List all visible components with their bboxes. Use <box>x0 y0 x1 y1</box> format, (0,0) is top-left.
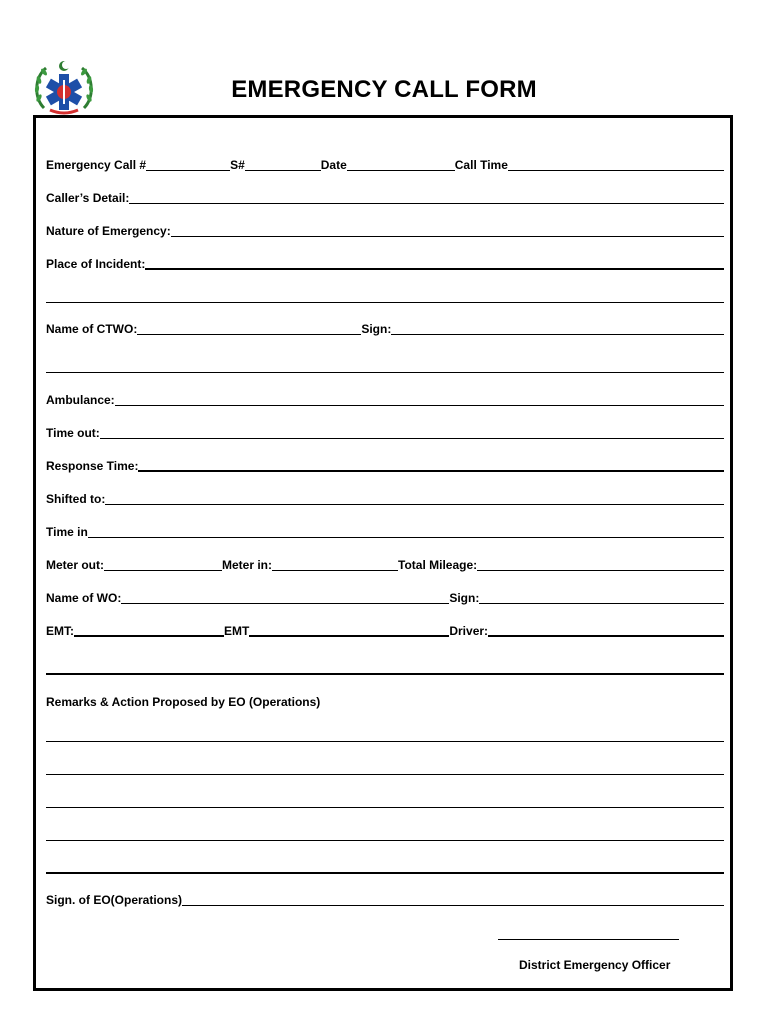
time-out-label: Time out: <box>46 426 100 440</box>
ambulance-label: Ambulance: <box>46 393 115 407</box>
emt-2-field[interactable] <box>249 634 449 637</box>
callers-detail-field[interactable] <box>129 202 724 204</box>
time-out-field[interactable] <box>100 437 724 439</box>
date-field[interactable] <box>347 169 455 171</box>
sign-eo-label: Sign. of EO(Operations) <box>46 893 183 907</box>
row-call-info <box>46 153 724 173</box>
remarks-line-4[interactable] <box>46 840 724 841</box>
meter-in-field[interactable] <box>272 569 398 571</box>
serial-label: S# <box>230 158 245 172</box>
row-wo <box>46 586 724 606</box>
row-time-in <box>46 520 724 540</box>
shifted-to-label: Shifted to: <box>46 492 106 506</box>
nature-of-emergency-label: Nature of Emergency: <box>46 224 171 238</box>
time-in-label: Time in <box>46 525 88 539</box>
nature-of-emergency-field[interactable] <box>171 235 724 237</box>
district-officer-signature-line[interactable] <box>498 939 679 940</box>
serial-field[interactable] <box>245 169 321 171</box>
time-in-field[interactable] <box>88 536 724 538</box>
row-response-time <box>46 454 724 474</box>
date-label: Date <box>320 158 347 172</box>
emt-2-label: EMT <box>224 624 250 638</box>
emt-1-label: EMT: <box>46 624 74 638</box>
ambulance-field[interactable] <box>115 404 724 406</box>
driver-field[interactable] <box>488 634 724 637</box>
callers-detail-label: Caller’s Detail: <box>46 191 130 205</box>
total-mileage-field[interactable] <box>477 569 724 571</box>
row-callers-detail <box>46 186 724 206</box>
wo-sign-label: Sign: <box>449 591 480 605</box>
remarks-line-2[interactable] <box>46 774 724 775</box>
place-of-incident-field[interactable] <box>145 267 724 270</box>
total-mileage-label: Total Mileage: <box>398 558 478 572</box>
driver-label: Driver: <box>449 624 489 638</box>
emt-1-field[interactable] <box>74 634 224 637</box>
place-of-incident-extra-line[interactable] <box>46 302 724 303</box>
place-of-incident-label: Place of Incident: <box>46 257 146 271</box>
wo-sign-field[interactable] <box>479 602 724 604</box>
remarks-heading: Remarks & Action Proposed by EO (Operations) <box>46 695 321 709</box>
row-ambulance <box>46 388 724 408</box>
row-time-out <box>46 421 724 441</box>
ctwo-sign-field[interactable] <box>391 333 724 335</box>
call-time-field[interactable] <box>508 169 724 171</box>
remarks-line-1[interactable] <box>46 741 724 742</box>
row-crew <box>46 619 724 639</box>
call-time-label: Call Time <box>454 158 508 172</box>
response-time-label: Response Time: <box>46 459 139 473</box>
row-sign-eo <box>46 888 724 908</box>
meter-in-label: Meter in: <box>222 558 273 572</box>
section-divider <box>46 673 724 675</box>
name-of-ctwo-field[interactable] <box>137 333 361 335</box>
row-meter <box>46 553 724 573</box>
ctwo-extra-line[interactable] <box>46 372 724 373</box>
meter-out-field[interactable] <box>104 569 222 571</box>
name-of-wo-field[interactable] <box>121 602 449 604</box>
row-shifted-to <box>46 487 724 507</box>
name-of-ctwo-label: Name of CTWO: <box>46 322 138 336</box>
form-title: EMERGENCY CALL FORM <box>231 76 537 103</box>
remarks-line-3[interactable] <box>46 807 724 808</box>
remarks-line-5[interactable] <box>46 872 724 874</box>
emergency-call-label: Emergency Call # <box>46 158 147 172</box>
ctwo-sign-label: Sign: <box>361 322 392 336</box>
emergency-call-field[interactable] <box>146 169 230 171</box>
name-of-wo-label: Name of WO: <box>46 591 122 605</box>
meter-out-label: Meter out: <box>46 558 104 572</box>
sign-eo-field[interactable] <box>182 904 724 906</box>
shifted-to-field[interactable] <box>105 503 724 505</box>
row-nature-of-emergency <box>46 219 724 239</box>
response-time-field[interactable] <box>138 469 724 472</box>
row-place-of-incident <box>46 252 724 272</box>
row-ctwo <box>46 317 724 337</box>
district-officer-label: District Emergency Officer <box>519 958 671 972</box>
